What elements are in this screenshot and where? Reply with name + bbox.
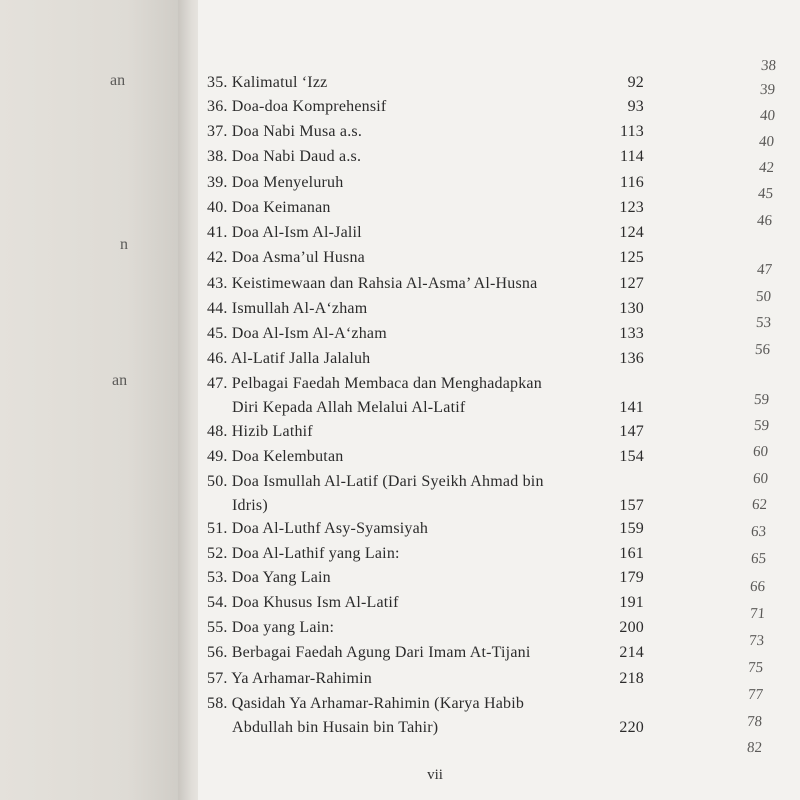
toc-entry — [207, 641, 644, 665]
toc-entry — [207, 322, 644, 346]
toc-entry-title: 42. Doa Asma’ul Husna — [207, 249, 365, 266]
toc-entry — [207, 591, 644, 615]
toc-entry-page: 116 — [619, 174, 644, 191]
toc-entry-title: 54. Doa Khusus Ism Al-Latif — [207, 594, 399, 611]
toc-entry-page: 130 — [619, 300, 644, 317]
toc-entry-title: 51. Doa Al-Luthf Asy-Syamsiyah — [207, 520, 429, 537]
toc-entry-title: 38. Doa Nabi Daud a.s. — [207, 148, 362, 165]
toc-entry-title: 37. Doa Nabi Musa a.s. — [207, 123, 363, 140]
toc-entry-title: 53. Doa Yang Lain — [207, 569, 331, 586]
toc-entry — [207, 171, 644, 195]
left-page-fragment: n — [120, 236, 128, 253]
toc-entry-page: 179 — [619, 569, 644, 586]
toc-entry-title-continued: Abdullah bin Husain bin Tahir) — [232, 719, 439, 736]
left-page-fragment: an — [110, 72, 126, 89]
toc-entry-page: 92 — [627, 74, 644, 91]
toc-entry-page: 93 — [627, 98, 644, 115]
toc-entry-title: 47. Pelbagai Faedah Membaca dan Menghadapkan — [207, 375, 542, 392]
toc-entry-title: 46. Al-Latif Jalla Jalaluh — [207, 350, 371, 367]
toc-entry-page: 141 — [619, 399, 644, 416]
toc-entry-title-continued: Idris) — [232, 497, 268, 514]
toc-entry-page: 114 — [619, 148, 644, 165]
toc-entry-page: 133 — [619, 325, 644, 342]
toc-entry-title: 41. Doa Al-Ism Al-Jalil — [207, 224, 362, 241]
left-page-number: 59 — [753, 418, 770, 434]
toc-entry-title: 49. Doa Kelembutan — [207, 448, 344, 465]
toc-entry — [207, 196, 644, 220]
left-page-number: 47 — [756, 262, 773, 278]
toc-entry — [207, 272, 644, 296]
toc-entry-page: 218 — [619, 670, 644, 687]
left-page-number: 56 — [754, 342, 771, 358]
toc-entry — [207, 71, 644, 95]
left-page-number: 46 — [756, 213, 773, 229]
toc-entry — [207, 120, 644, 144]
left-page-number: 45 — [757, 186, 774, 202]
left-page-number: 65 — [750, 551, 767, 567]
toc-entry-page: 125 — [619, 249, 644, 266]
toc-entry-title: 56. Berbagai Faedah Agung Dari Imam At-Tijani — [207, 644, 531, 661]
left-page-fragment: an — [112, 372, 128, 389]
left-page-number: 50 — [755, 289, 772, 305]
toc-entry-title: 39. Doa Menyeluruh — [207, 174, 344, 191]
toc-entry — [207, 420, 644, 444]
toc-entry-title: 52. Doa Al-Lathif yang Lain: — [207, 545, 400, 562]
toc-entry — [207, 667, 644, 691]
toc-entry-title: 50. Doa Ismullah Al-Latif (Dari Syeikh Ahmad bin — [207, 473, 544, 490]
left-page-number: 59 — [753, 392, 770, 408]
toc-entry-title: 58. Qasidah Ya Arhamar-Rahimin (Karya Habib — [207, 695, 525, 712]
toc-entry-page: 123 — [619, 199, 644, 216]
left-page-number: 53 — [755, 315, 772, 331]
toc-entry-page: 124 — [619, 224, 644, 241]
left-page-number: 40 — [759, 108, 776, 124]
toc-entry-page: 136 — [619, 350, 644, 367]
toc-entry-title: 45. Doa Al-Ism Al-A‘zham — [207, 325, 387, 342]
toc-entry-title: 48. Hizib Lathif — [207, 423, 313, 440]
toc-entry — [207, 692, 644, 740]
toc-entry — [207, 145, 644, 169]
left-page-number: 62 — [751, 497, 768, 513]
left-page-number: 82 — [746, 740, 763, 756]
toc-entry-title: 40. Doa Keimanan — [207, 199, 331, 216]
left-page-number: 66 — [749, 579, 766, 595]
left-page-number: 78 — [746, 714, 763, 730]
previous-page-edge — [0, 0, 182, 800]
toc-entry-page: 147 — [619, 423, 644, 440]
toc-entry-page: 127 — [619, 275, 644, 292]
toc-entry-page: 191 — [619, 594, 644, 611]
toc-entry-title: 43. Keistimewaan dan Rahsia Al-Asma’ Al-Husna — [207, 275, 538, 292]
toc-entry-page: 157 — [619, 497, 644, 514]
toc-entry — [207, 517, 644, 541]
toc-entry-title-continued: Diri Kepada Allah Melalui Al-Latif — [232, 399, 466, 416]
toc-entry — [207, 542, 644, 566]
toc-entry — [207, 616, 644, 640]
toc-entry-page: 161 — [619, 545, 644, 562]
left-page-number: 40 — [758, 134, 775, 150]
toc-entry — [207, 470, 644, 518]
left-page-number: 71 — [749, 606, 766, 622]
left-page-number: 42 — [758, 160, 775, 176]
toc-entry-page: 154 — [619, 448, 644, 465]
left-page-number: 63 — [750, 524, 767, 540]
toc-entry — [207, 566, 644, 590]
left-page-number: 39 — [759, 82, 776, 98]
toc-entry — [207, 347, 644, 371]
toc-entry — [207, 445, 644, 469]
toc-entry — [207, 246, 644, 270]
show-through-text — [630, 110, 800, 240]
left-page-number: 75 — [747, 660, 764, 676]
toc-entry-title: 57. Ya Arhamar-Rahimin — [207, 670, 372, 687]
toc-entry — [207, 95, 644, 119]
toc-entry-page: 200 — [619, 619, 644, 636]
toc-entry-page: 159 — [619, 520, 644, 537]
toc-entry — [207, 372, 644, 420]
left-page-number: 60 — [752, 471, 769, 487]
toc-entry-title: 35. Kalimatul ‘Izz — [207, 74, 328, 91]
toc-entry-page: 113 — [619, 123, 644, 140]
left-page-number: 73 — [748, 633, 765, 649]
toc-entry-page: 214 — [619, 644, 644, 661]
left-page-number: 38 — [760, 58, 777, 74]
toc-entry-page: 220 — [619, 719, 644, 736]
toc-entry-title: 55. Doa yang Lain: — [207, 619, 335, 636]
left-page-number: 77 — [747, 687, 764, 703]
toc-entry-title: 44. Ismullah Al-A‘zham — [207, 300, 368, 317]
page-number: vii — [427, 767, 443, 783]
toc-entry — [207, 221, 644, 245]
left-page-number: 60 — [752, 444, 769, 460]
toc-entry-title: 36. Doa-doa Komprehensif — [207, 98, 387, 115]
toc-entry — [207, 297, 644, 321]
